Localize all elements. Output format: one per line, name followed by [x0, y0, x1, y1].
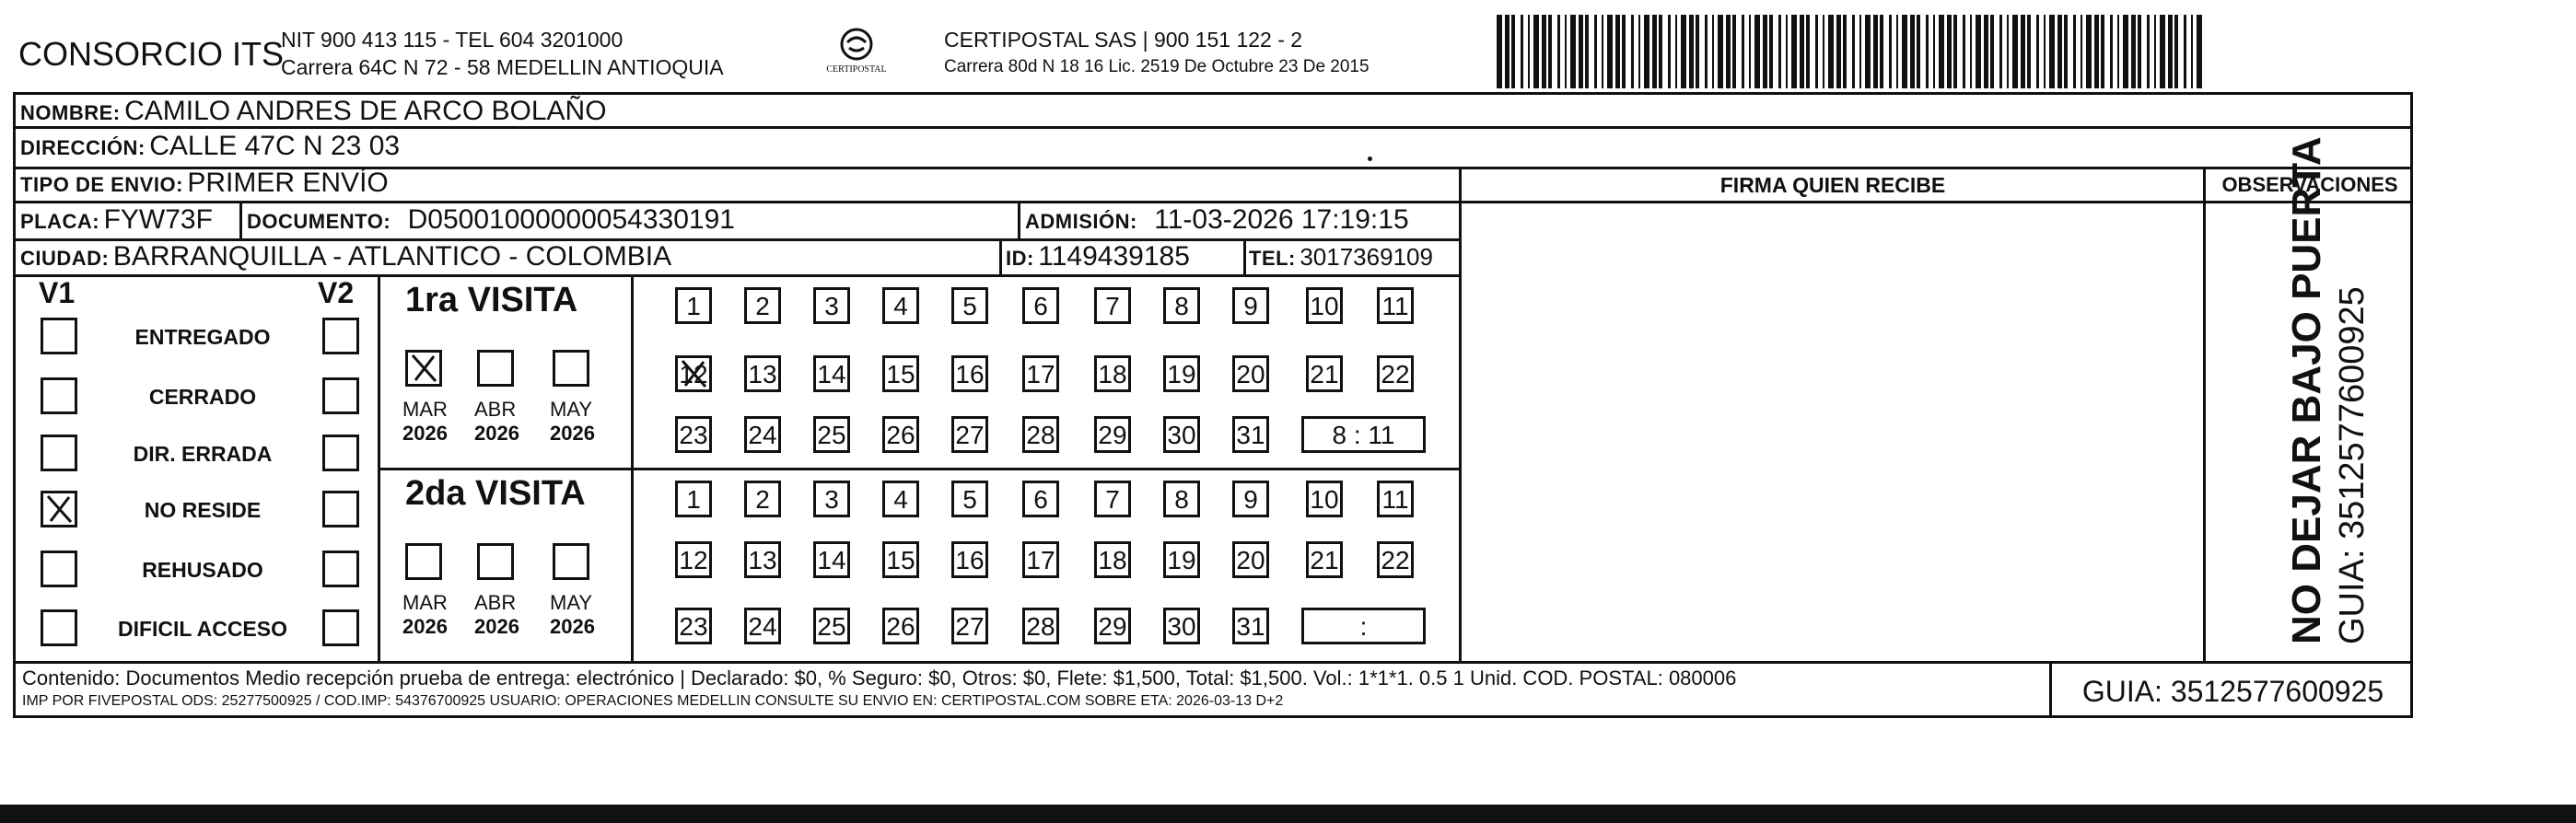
- day-cell[interactable]: 11: [1377, 481, 1414, 517]
- day-cell[interactable]: 24: [744, 416, 781, 453]
- admission-field: [1025, 204, 1409, 236]
- address-line: Carrera 64C N 72 - 58 MEDELLIN ANTIOQUIA: [281, 55, 724, 79]
- day-cell[interactable]: 17: [1022, 541, 1059, 578]
- day-cell[interactable]: 27: [951, 416, 988, 453]
- day-cell[interactable]: 29: [1094, 416, 1131, 453]
- first-visit-title: 1ra VISITA: [405, 281, 578, 319]
- id-field: [1006, 241, 1190, 272]
- name-value: CAMILO ANDRES DE ARCO BOLAÑO: [124, 96, 607, 126]
- side-warning-line2: GUIA: 3512577600925: [2333, 286, 2372, 644]
- year-label: 2026: [550, 422, 595, 445]
- day-cell[interactable]: 1: [675, 481, 712, 517]
- day-cell[interactable]: 22: [1377, 355, 1414, 392]
- day-cell[interactable]: 29: [1094, 608, 1131, 644]
- day-cell[interactable]: 19: [1163, 355, 1200, 392]
- day-cell[interactable]: 1: [675, 287, 712, 324]
- year-label: 2026: [550, 615, 595, 638]
- id-value: 1149439185: [1038, 241, 1190, 272]
- city-value: BARRANQUILLA - ATLANTICO - COLOMBIA: [112, 241, 672, 272]
- day-cell[interactable]: 10: [1306, 481, 1343, 517]
- day-cell[interactable]: 13: [744, 355, 781, 392]
- v2-label: V2: [318, 276, 355, 309]
- v1-checkbox[interactable]: [41, 435, 77, 471]
- day-cell[interactable]: 26: [882, 608, 919, 644]
- address-field: [20, 131, 400, 162]
- year-label: 2026: [402, 615, 448, 638]
- side-warning: [2284, 92, 2374, 644]
- footer-line1: Contenido: Documentos Medio recepción prueba de entrega: electrónico | Declarado: $0, % Seguro: $0, Otros: $0, Flete: $1,500, Total: $1,500. Vol.: 1*1*1. 0.5 1 Unid. COD. POSTAL: 080006: [22, 667, 1737, 690]
- year-label: 2026: [402, 422, 448, 445]
- v1-checkbox[interactable]: [41, 609, 77, 646]
- day-cell[interactable]: 9: [1232, 287, 1269, 324]
- day-cell[interactable]: 30: [1163, 416, 1200, 453]
- status-label: DIFICIL ACCESO: [117, 617, 287, 641]
- v1-checkbox[interactable]: [41, 551, 77, 587]
- day-cell[interactable]: 30: [1163, 608, 1200, 644]
- day-cell[interactable]: 18: [1094, 541, 1131, 578]
- status-label: REHUSADO: [142, 558, 263, 582]
- day-cell[interactable]: 19: [1163, 541, 1200, 578]
- certipostal-line1: CERTIPOSTAL SAS | 900 151 122 - 2: [944, 28, 1303, 52]
- day-cell[interactable]: 4: [882, 287, 919, 324]
- tel-value: 3017369109: [1300, 243, 1433, 271]
- address-value: CALLE 47C N 23 03: [149, 131, 401, 161]
- day-cell[interactable]: 21: [1306, 541, 1343, 578]
- day-cell[interactable]: 5: [951, 287, 988, 324]
- document-value: D05001000000054330191: [407, 204, 735, 235]
- company-name: CONSORCIO ITS: [18, 35, 285, 73]
- day-cell[interactable]: 12: [675, 541, 712, 578]
- month-checkbox[interactable]: [553, 543, 589, 580]
- day-cell[interactable]: 11: [1377, 287, 1414, 324]
- document-field: [247, 204, 735, 236]
- day-cell[interactable]: 5: [951, 481, 988, 517]
- status-label: DIR. ERRADA: [133, 442, 273, 466]
- barcode: [1497, 15, 2206, 88]
- v2-checkbox[interactable]: [322, 318, 359, 354]
- v2-checkbox[interactable]: [322, 491, 359, 527]
- day-cell[interactable]: 2: [744, 287, 781, 324]
- day-cell[interactable]: 25: [813, 608, 850, 644]
- month-label: MAY: [550, 398, 593, 421]
- month-label: ABR: [474, 591, 517, 614]
- month-checkbox[interactable]: [405, 350, 442, 387]
- day-cell[interactable]: 9: [1232, 481, 1269, 517]
- nit-line: NIT 900 413 115 - TEL 604 3201000: [281, 28, 624, 52]
- day-cell[interactable]: 6: [1022, 481, 1059, 517]
- day-cell[interactable]: 18: [1094, 355, 1131, 392]
- v2-checkbox[interactable]: [322, 435, 359, 471]
- day-cell[interactable]: 31: [1232, 416, 1269, 453]
- day-cell[interactable]: 27: [951, 608, 988, 644]
- time-field[interactable]: :: [1301, 608, 1426, 644]
- observaciones-label: OBSERVACIONES: [2221, 173, 2398, 196]
- v2-checkbox[interactable]: [322, 377, 359, 414]
- logo-text: CERTIPOSTAL: [826, 64, 887, 75]
- day-cell[interactable]: 14: [813, 541, 850, 578]
- v2-checkbox[interactable]: [322, 609, 359, 646]
- document-label: DOCUMENTO:: [247, 210, 391, 233]
- month-checkbox[interactable]: [477, 350, 514, 387]
- day-cell[interactable]: 20: [1232, 541, 1269, 578]
- day-cell[interactable]: 31: [1232, 608, 1269, 644]
- month-label: MAR: [402, 398, 448, 421]
- month-checkbox[interactable]: [477, 543, 514, 580]
- month-label: ABR: [474, 398, 517, 421]
- name-field: [20, 96, 607, 127]
- day-cell[interactable]: 8: [1163, 481, 1200, 517]
- day-cell[interactable]: 21: [1306, 355, 1343, 392]
- time-field[interactable]: 8 : 11: [1301, 416, 1426, 453]
- day-cell[interactable]: 28: [1022, 416, 1059, 453]
- plate-field: [20, 204, 213, 236]
- v1-checkbox[interactable]: [41, 377, 77, 414]
- day-cell[interactable]: 14: [813, 355, 850, 392]
- send-type-field: [20, 168, 389, 199]
- year-label: 2026: [474, 615, 519, 638]
- city-field: [20, 241, 671, 272]
- month-label: MAY: [550, 591, 593, 614]
- v1-label: V1: [39, 276, 76, 309]
- day-cell[interactable]: 10: [1306, 287, 1343, 324]
- day-cell[interactable]: 16: [951, 541, 988, 578]
- month-label: MAR: [402, 591, 448, 614]
- tel-field: [1249, 243, 1433, 272]
- firma-label: FIRMA QUIEN RECIBE: [1719, 173, 1946, 197]
- tel-label: TEL:: [1249, 247, 1296, 270]
- day-cell[interactable]: 16: [951, 355, 988, 392]
- send-type-value: PRIMER ENVÍO: [187, 168, 389, 198]
- city-label: CIUDAD:: [20, 247, 110, 270]
- plate-label: PLACA:: [20, 210, 100, 233]
- day-cell[interactable]: 7: [1094, 287, 1131, 324]
- v2-checkbox[interactable]: [322, 551, 359, 587]
- certipostal-logo: [810, 26, 903, 81]
- day-cell[interactable]: 23: [675, 416, 712, 453]
- day-cell[interactable]: 13: [744, 541, 781, 578]
- day-cell[interactable]: 28: [1022, 608, 1059, 644]
- day-cell[interactable]: 6: [1022, 287, 1059, 324]
- status-label: NO RESIDE: [144, 498, 262, 522]
- year-label: 2026: [474, 422, 519, 445]
- day-cell[interactable]: 8: [1163, 287, 1200, 324]
- bottom-band: [0, 805, 2576, 823]
- day-cell[interactable]: 22: [1377, 541, 1414, 578]
- second-visit-title: 2da VISITA: [405, 474, 586, 513]
- day-cell[interactable]: 25: [813, 416, 850, 453]
- day-cell[interactable]: 3: [813, 481, 850, 517]
- v1-checkbox[interactable]: [41, 491, 77, 527]
- v1-checkbox[interactable]: [41, 318, 77, 354]
- day-cell[interactable]: 15: [882, 541, 919, 578]
- admission-label: ADMISIÓN:: [1025, 210, 1137, 233]
- day-cell[interactable]: 23: [675, 608, 712, 644]
- send-type-label: TIPO DE ENVIO:: [20, 173, 183, 196]
- name-label: NOMBRE:: [20, 101, 121, 124]
- day-cell[interactable]: 4: [882, 481, 919, 517]
- admission-value: 11-03-2026 17:19:15: [1154, 204, 1409, 235]
- id-label: ID:: [1006, 247, 1034, 270]
- status-label: ENTREGADO: [134, 325, 271, 349]
- footer-line2: IMP POR FIVEPOSTAL ODS: 25277500925 / COD.IMP: 54376700925 USUARIO: OPERACIONES MEDELLIN CONSULTE SU ENVIO EN: CERTIPOSTAL.COM SOBRE ETA: 2026-03-13 D+2: [22, 693, 1284, 709]
- footer-guia-box: GUIA: 3512577600925: [2081, 675, 2384, 708]
- certipostal-line2: Carrera 80d N 18 16 Lic. 2519 De Octubre 23 De 2015: [944, 57, 1370, 76]
- day-cell[interactable]: 3: [813, 287, 850, 324]
- side-warning-line1: NO DEJAR BAJO PUERTA: [2284, 136, 2329, 644]
- plate-value: FYW73F: [103, 204, 213, 235]
- day-cell[interactable]: 12: [675, 355, 712, 392]
- day-cell[interactable]: 17: [1022, 355, 1059, 392]
- status-label: CERRADO: [148, 385, 257, 409]
- month-checkbox[interactable]: [553, 350, 589, 387]
- day-cell[interactable]: 7: [1094, 481, 1131, 517]
- day-cell[interactable]: 26: [882, 416, 919, 453]
- address-label: DIRECCIÓN:: [20, 136, 146, 159]
- day-cell[interactable]: 2: [744, 481, 781, 517]
- day-cell[interactable]: 20: [1232, 355, 1269, 392]
- day-cell[interactable]: 15: [882, 355, 919, 392]
- month-checkbox[interactable]: [405, 543, 442, 580]
- day-cell[interactable]: 24: [744, 608, 781, 644]
